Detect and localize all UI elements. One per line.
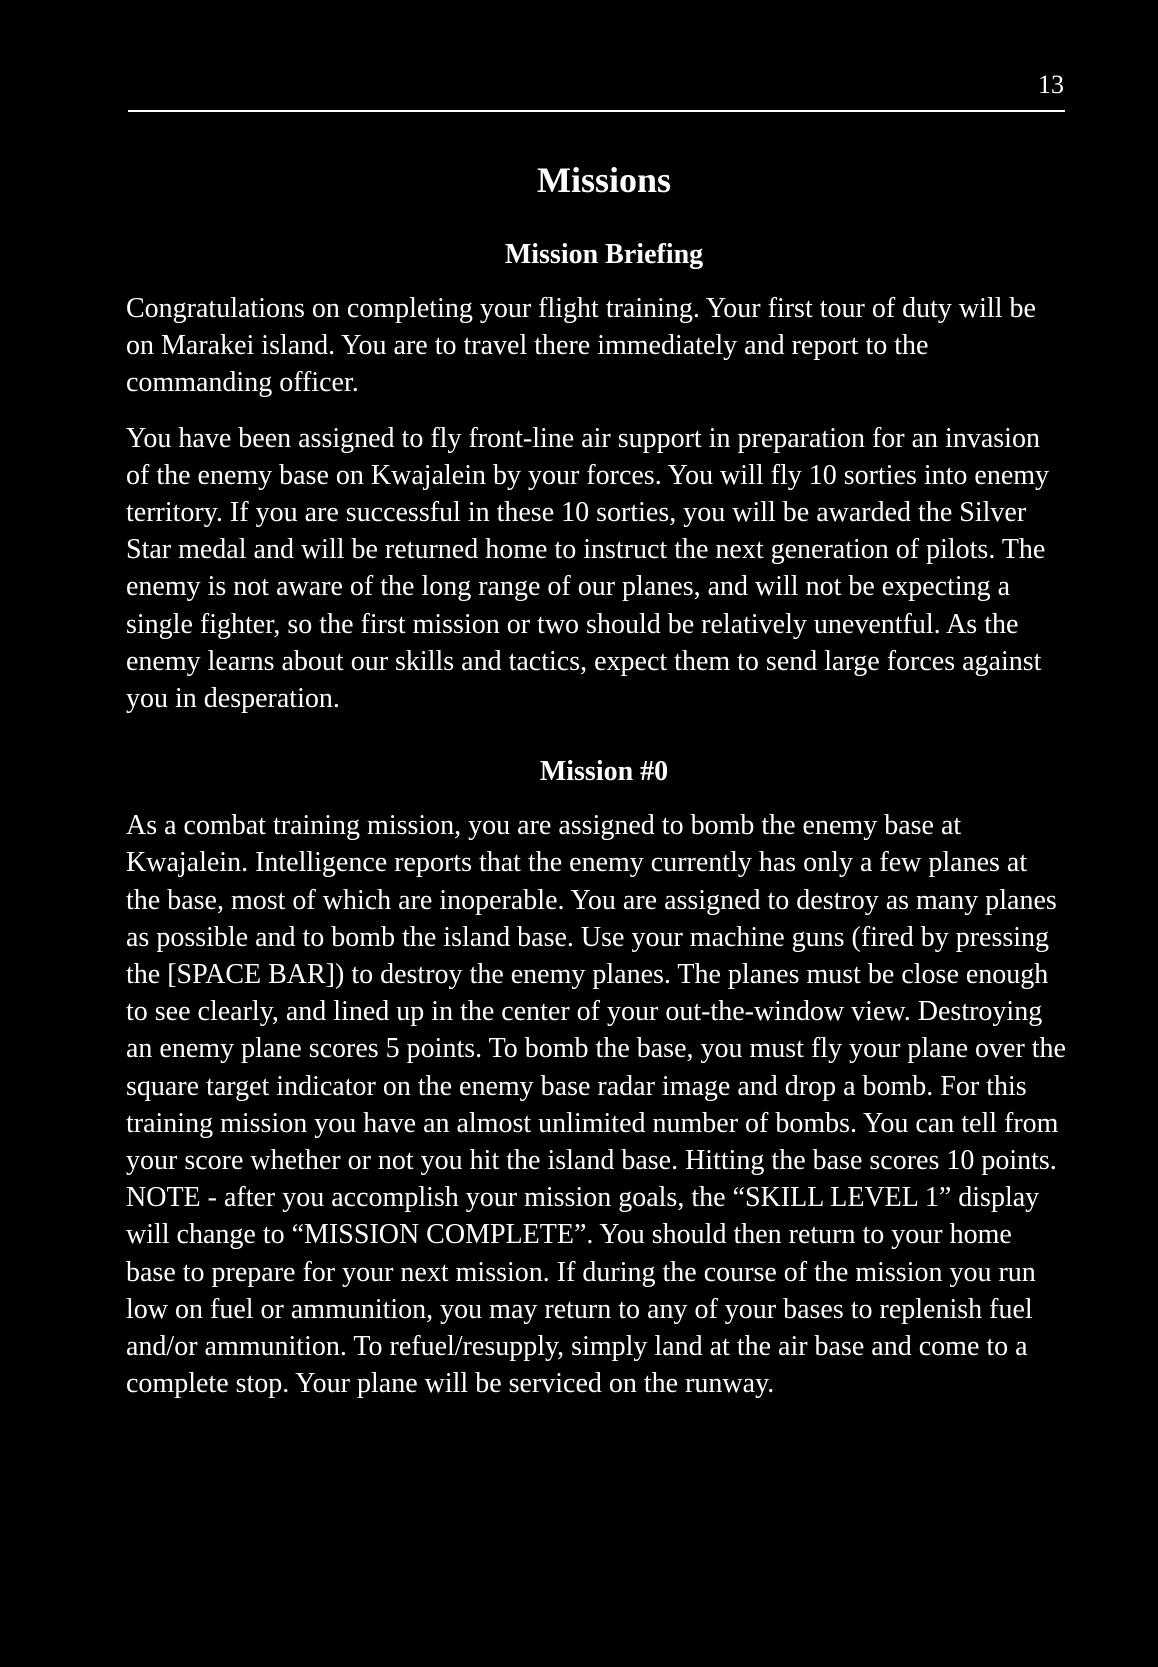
section-heading-mission-0: Mission #0 xyxy=(539,756,669,788)
header-rule xyxy=(128,110,1065,112)
briefing-paragraph-1: Congratulations on completing your flight training. Your first tour of duty will be on Marakei island. You are to travel there immediately and report to the commanding officer. xyxy=(126,293,1036,399)
section-mission-briefing xyxy=(126,238,1066,717)
page-number: 13 xyxy=(1038,70,1064,99)
mission-0-paragraph: As a combat training mission, you are assigned to bomb the enemy base at Kwajalein. Intelligence reports that the enemy currently has only a few planes at the base, most of which are inoperable. You are assigned to destroy as many planes as possible and to bomb the island base. Use your machine guns (fired by pressing the [SPACE BAR]) to destroy the enemy planes. The planes must be close enough to see clearly, and lined up in the center of your out-the-window view. Destroying an enemy plane scores 5 points. To bomb the base, you must fly your plane over the square target indicator on the enemy base radar image and drop a bomb. For this training mission you have an almost unlimited number of bombs. You can tell from your score whether or not you hit the island base. Hitting the base scores 10 points. NOTE - after you accomplish your mission goals, the “SKILL LEVEL 1” display will change to “MISSION COMPLETE”. You should then return to your home base to prepare for your next mission. If during the course of the mission you run low on fuel or ammunition, you may return to any of your bases to replenish fuel and/or ammunition. To refuel/resupply, simply land at the air base and come to a complete stop. Your plane will be serviced on the runway. xyxy=(126,810,1066,1400)
section-mission-0 xyxy=(126,755,1066,1402)
briefing-paragraph-2: You have been assigned to fly front-line air support in preparation for an invasion of the enemy base on Kwajalein by your forces. You will fly 10 sorties into enemy territory. If you are successful in these 10 sorties, you will be awarded the Silver Star medal and will be returned home to instruct the next generation of pilots. The enemy is not aware of the long range of our planes, and will not be expecting a single fighter, so the first mission or two should be relatively uneventful. As the enemy learns about our skills and tactics, expect them to send large forces against you in desperation. xyxy=(126,422,1050,715)
page-title: Missions xyxy=(536,160,672,200)
section-heading-mission-briefing: Mission Briefing xyxy=(504,239,704,270)
page-content xyxy=(126,158,1066,1420)
